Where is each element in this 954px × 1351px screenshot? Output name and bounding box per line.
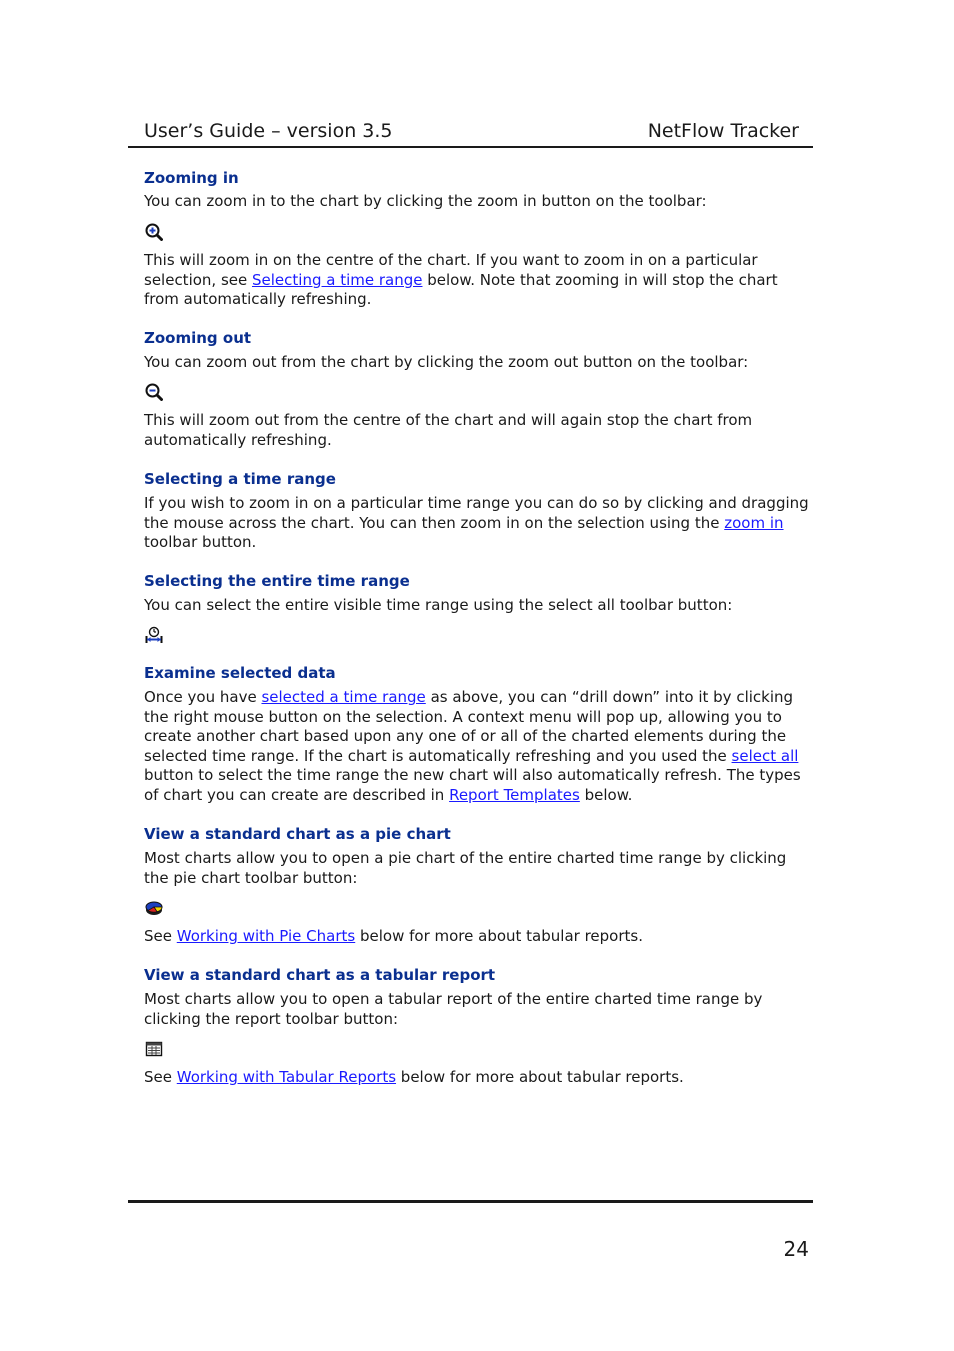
heading-selecting-a-time-range: Selecting a time range [144,470,336,488]
heading-view-as-tabular-report: View a standard chart as a tabular report [144,966,496,984]
link-working-with-pie-charts[interactable]: Working with Pie Charts [176,927,356,945]
zooming-out-details: This will zoom out from the centre of the chart and will again stop the chart from automatically refreshing. [144,411,753,449]
zooming-in-details: This will zoom in on the centre of the chart. If you want to zoom in on a particular selection, see Selecting a time range below. Note that zooming in will stop the chart from automatically refreshing. [144,251,778,309]
link-working-with-tabular-reports[interactable]: Working with Tabular Reports [176,1068,397,1086]
link-select-all[interactable]: select all [731,746,799,765]
pie-chart-icon [145,899,163,917]
tabular-report-see-also: See Working with Tabular Reports below for more about tabular reports. [144,1068,684,1086]
selecting-time-range-body: If you wish to zoom in on a particular time range you can do so by clicking and dragging the mouse across the chart. You can then zoom in on the selection using the zoom in toolbar button. [144,494,809,552]
heading-examine-selected-data: Examine selected data [144,664,336,682]
page-header [128,118,813,148]
page-number: 24 [783,1237,809,1261]
link-zoom-in[interactable]: zoom in [724,513,784,532]
heading-zooming-out: Zooming out [144,329,252,347]
zooming-out-intro: You can zoom out from the chart by clicking the zoom out button on the toolbar: [144,353,749,371]
heading-view-as-pie-chart: View a standard chart as a pie chart [144,825,451,843]
heading-zooming-in: Zooming in [144,169,239,187]
zooming-in-intro: You can zoom in to the chart by clicking the zoom in button on the toolbar: [144,192,707,210]
link-report-templates[interactable]: Report Templates [449,785,580,804]
select-all-icon [145,626,163,644]
table-report-icon [145,1040,163,1058]
product-name: NetFlow Tracker [647,120,799,142]
link-selecting-a-time-range[interactable]: Selecting a time range [252,270,423,289]
selecting-entire-range-intro: You can select the entire visible time range using the select all toolbar button: [144,596,733,614]
heading-selecting-entire-time-range: Selecting the entire time range [144,572,410,590]
footer-rule [128,1200,813,1203]
link-selected-a-time-range[interactable]: selected a time range [261,688,426,706]
examine-selected-data-body: Once you have selected a time range as above, you can “drill down” into it by clicking the right mouse button on the selection. A context menu will pop up, allowing you to create another chart based upon any one of or all of the charted elements during the selected time range. If the chart is automatically refreshing and you used the select all button to select the time range the new chart will also automatically refresh. The types of chart you can create are described in Report Templates below. [144,688,801,804]
tabular-report-intro: Most charts allow you to open a tabular report of the entire charted time range by clicking the report toolbar button: [144,990,763,1028]
zoom-in-icon [145,223,163,241]
zoom-out-icon [145,383,163,401]
pie-chart-see-also: See Working with Pie Charts below for more about tabular reports. [144,927,643,945]
guide-title: User’s Guide – version 3.5 [144,120,393,142]
pie-chart-intro: Most charts allow you to open a pie chart of the entire charted time range by clicking the pie chart toolbar button: [144,849,787,887]
